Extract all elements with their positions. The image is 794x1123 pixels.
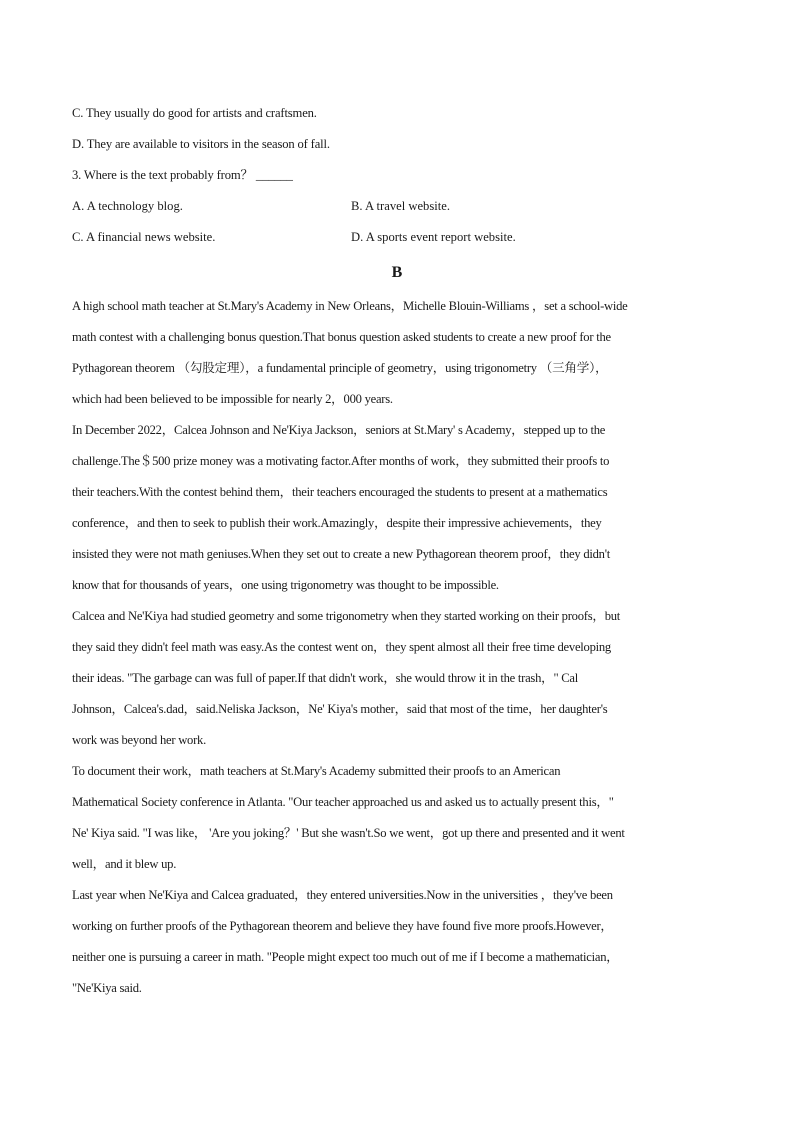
passage-line: In December 2022，Calcea Johnson and Ne'Kiya Jackson，seniors at St.Mary' s Academy，stepped up to the	[72, 423, 606, 437]
passage-line: challenge.The＄500 prize money was a motivating factor.After months of work，they submitted their proofs to	[72, 454, 610, 468]
passage-line: Ne' Kiya said. "I was like， 'Are you joking？' But she wasn't.So we went，got up there and presented and it went	[72, 826, 625, 840]
document-page	[72, 98, 722, 1004]
passage-line: "Ne'Kiya said.	[72, 981, 142, 995]
question-3-options-row-2	[72, 222, 722, 253]
passage-line: Mathematical Society conference in Atlanta. "Our teacher approached us and asked us to actually present this，"	[72, 795, 614, 809]
passage-line: Pythagorean theorem （勾股定理），a fundamental principle of geometry，using trigonometry （三角学），	[72, 361, 608, 375]
passage-line: they said they didn't feel math was easy.As the contest went on，they spent almost all their free time developing	[72, 640, 611, 654]
passage-line: their teachers.With the contest behind them，their teachers encouraged the students to present at a mathematics	[72, 485, 608, 499]
option-d-q2: D. They are available to visitors in the season of fall.	[72, 137, 330, 151]
passage-line: neither one is pursuing a career in math. "People might expect too much out of me if I become a mathematician，	[72, 950, 619, 964]
passage-line: math contest with a challenging bonus question.That bonus question asked students to create a new proof for the	[72, 330, 611, 344]
passage-line: Johnson，Calcea's.dad，said.Neliska Jackson，Ne' Kiya's mother，said that most of the time，her daughter's	[72, 702, 608, 716]
question-3	[72, 160, 722, 253]
question-3-options-row-1	[72, 191, 722, 222]
passage-line: which had been believed to be impossible for nearly 2，000 years.	[72, 392, 393, 406]
passage-line: A high school math teacher at St.Mary's Academy in New Orleans，Michelle Blouin-Williams ，set a school-wide	[72, 299, 628, 313]
passage-line: Last year when Ne'Kiya and Calcea graduated，they entered universities.Now in the universities ，they've been	[72, 888, 613, 902]
passage-line: working on further proofs of the Pythagorean theorem and believe they have found five more proofs.However，	[72, 919, 613, 933]
question-3-stem: 3. Where is the text probably from？ ______	[72, 168, 293, 182]
passage-line: their ideas. "The garbage can was full of paper.If that didn't work，she would throw it in the trash，" Cal	[72, 671, 579, 685]
passage-b	[72, 291, 722, 1004]
previous-question-options	[72, 98, 722, 160]
passage-line: know that for thousands of years，one using trigonometry was thought to be impossible.	[72, 578, 499, 592]
section-title: B	[391, 264, 403, 281]
passage-line: work was beyond her work.	[72, 733, 206, 747]
option-c-q2: C. They usually do good for artists and craftsmen.	[72, 106, 317, 120]
option-a: A. A technology blog.	[72, 199, 183, 213]
passage-line: Calcea and Ne'Kiya had studied geometry and some trigonometry when they started working on their proofs，but	[72, 609, 621, 623]
option-d: D. A sports event report website.	[351, 230, 516, 244]
passage-line: To document their work，math teachers at St.Mary's Academy submitted their proofs to an American	[72, 764, 561, 778]
passage-line: well，and it blew up.	[72, 857, 177, 871]
passage-line: conference，and then to seek to publish their work.Amazingly，despite their impressive achievements，they	[72, 516, 602, 530]
option-b: B. A travel website.	[351, 199, 450, 213]
option-c: C. A financial news website.	[72, 230, 216, 244]
passage-line: insisted they were not math geniuses.When they set out to create a new Pythagorean theorem proof，they didn't	[72, 547, 610, 561]
